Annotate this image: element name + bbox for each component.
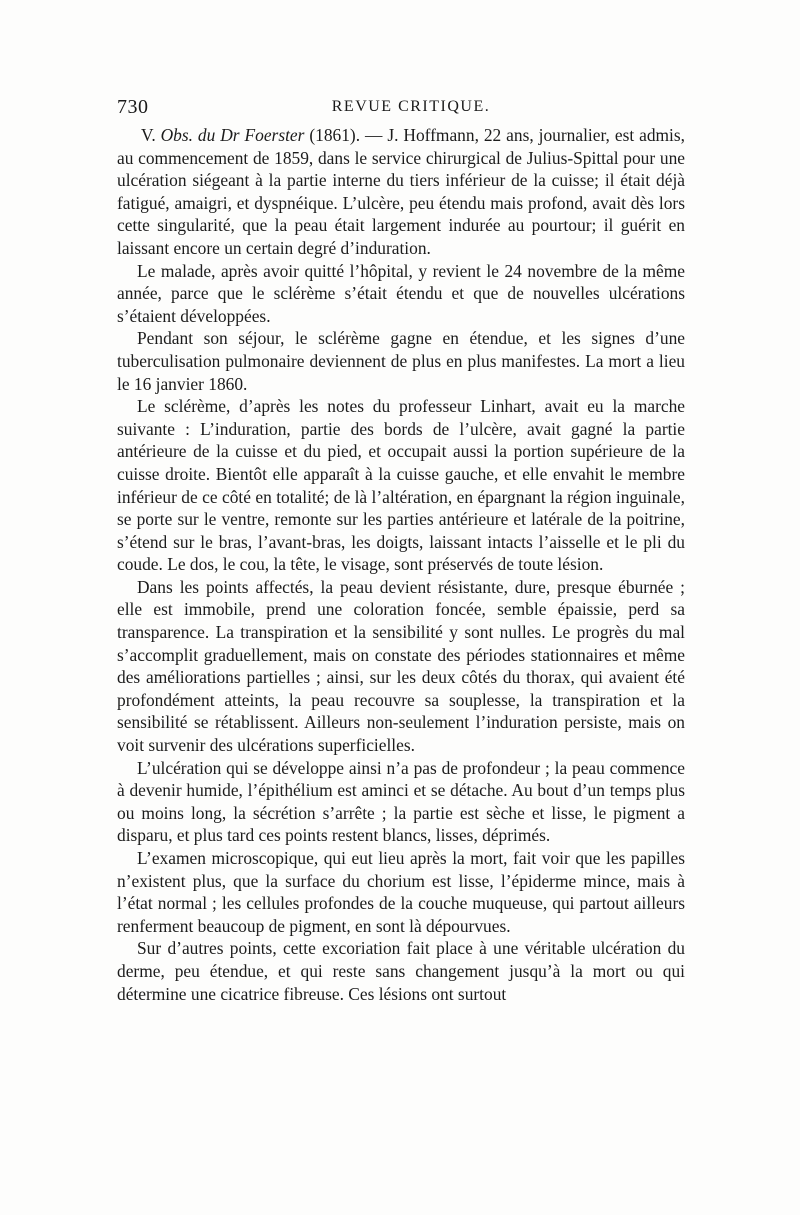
page-header [117,96,685,122]
page-number: 730 [117,96,149,118]
observation-text: (1861). — J. Hoffmann, 22 ans, journalier, est admis, au commencement de 1859, dans le service chirurgical de Julius-Spittal pour une ulcération siégeant à la partie interne du tiers inférieur de la cuisse; il était déjà fatigué, amaigri, et dyspnéique. L’ulcère, peu étendu mais profond, avait dès lors cette singularité, que la peau était largement indurée au pourtour; il guérit en laissant encore un certain degré d’induration. [117,125,685,258]
observation-number: V. [141,125,161,145]
paragraph: Sur d’autres points, cette excoriation fait place à une véritable ulcération du derme, peu étendue, et qui reste sans changement jusqu’à la mort ou qui détermine une cicatrice fibreuse. Ces lésions ont surtout [117,938,685,1004]
paragraph: L’examen microscopique, qui eut lieu après la mort, fait voir que les papilles n’existent plus, que la surface du chorium est lisse, l’épiderme mince, mais à l’état normal ; les cellules profondes de la couche muqueuse, qui partout ailleurs renferment beaucoup de pigment, en sont là dépourvues. [117,848,685,936]
body-text [117,124,685,1005]
running-title: REVUE CRITIQUE. [331,98,491,115]
paragraph: Pendant son séjour, le sclérème gagne en étendue, et les signes d’une tuberculisation pulmonaire deviennent de plus en plus manifestes. La mort a lieu le 16 janvier 1860. [117,328,685,394]
paragraph-observation [117,124,685,260]
paragraph: Dans les points affectés, la peau devient résistante, dure, presque éburnée ; elle est immobile, prend une coloration foncée, semble épaissie, perd sa transparence. La transpiration et la sensibilité y sont nulles. Le progrès du mal s’accomplit graduellement, mais on constate des périodes stationnaires et même des améliorations partielles ; ainsi, sur les deux côtés du thorax, qui avaient été profondément atteints, la peau recouvre sa souplesse, la transpiration et la sensibilité se rétablissent. Ailleurs non-seulement l’induration persiste, mais on voit survenir des ulcérations superficielles. [117,576,685,756]
observation-source: Obs. du Dr Foerster [160,125,305,145]
paragraph: Le sclérème, d’après les notes du professeur Linhart, avait eu la marche suivante : L’induration, partie des bords de l’ulcère, avait gagné la partie antérieure de la cuisse et du pied, et occupait aussi la portion supérieure de la cuisse droite. Bientôt elle apparaît à la cuisse gauche, et elle envahit le membre inférieur de ce côté en totalité; de là l’altération, en épargnant la région inguinale, se porte sur le ventre, remonte sur les parties antérieure et latérale de la poitrine, s’étend sur le bras, l’avant-bras, les doigts, laissant intacts l’aisselle et le pli du coude. Le dos, le cou, la tête, le visage, sont préservés de toute lésion. [117,396,685,575]
paragraph: Le malade, après avoir quitté l’hôpital, y revient le 24 novembre de la même année, parce que le sclérème s’était étendu et que de nouvelles ulcérations s’étaient développées. [117,260,685,326]
paragraph: L’ulcération qui se développe ainsi n’a pas de profondeur ; la peau commence à devenir humide, l’épithélium est aminci et se détache. Au bout d’un temps plus ou moins long, la sécrétion s’arrête ; la partie est sèche et lisse, le pigment a disparu, et plus tard ces points restent blancs, lisses, déprimés. [117,757,685,846]
